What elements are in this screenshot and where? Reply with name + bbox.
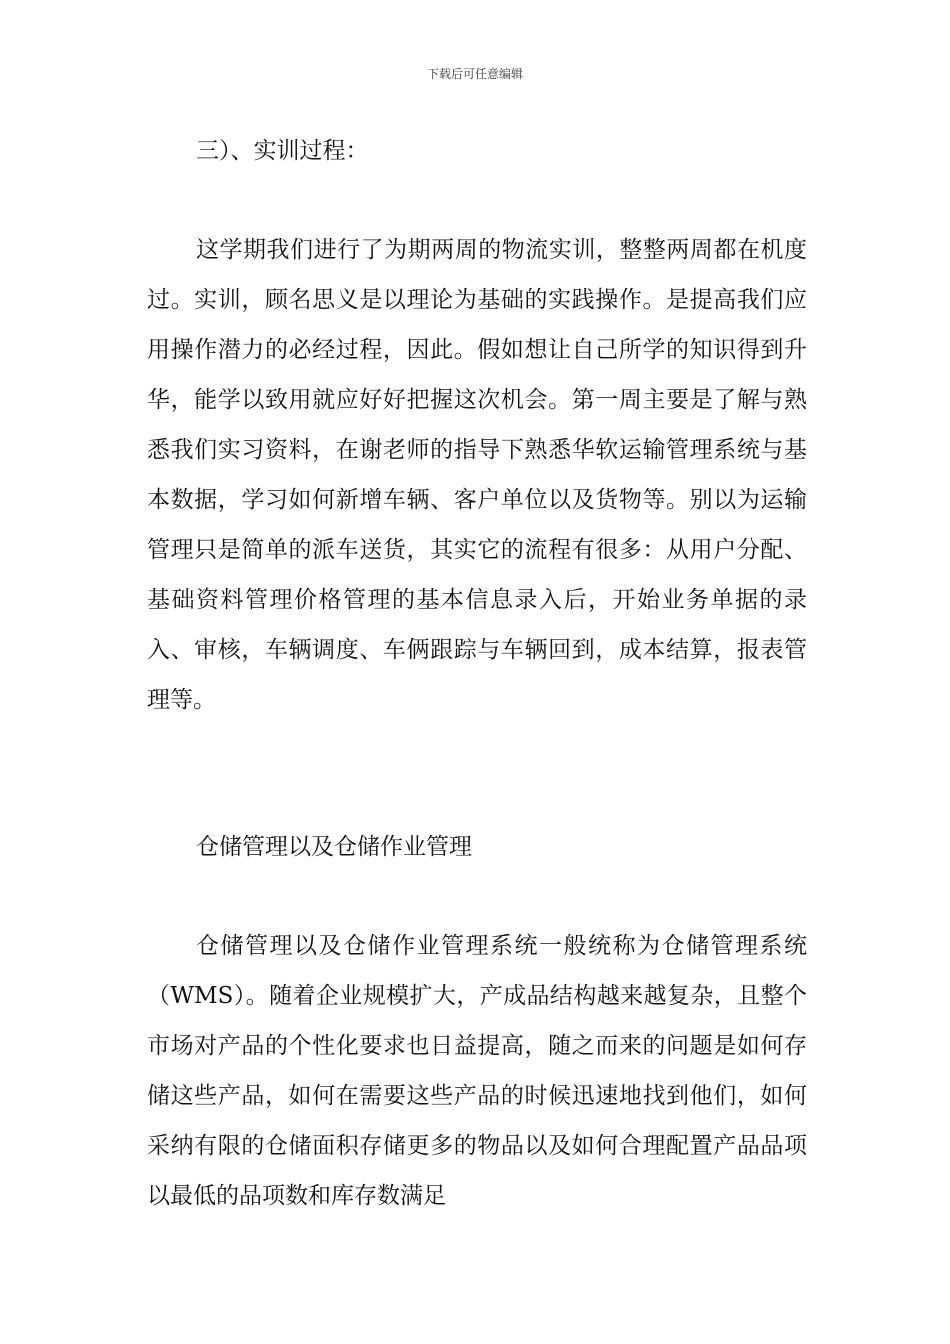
paragraph-training-process: 这学期我们进行了为期两周的物流实训，整整两周都在机度过。实训，顾名思义是以理论为基础的实践操作。是提高我们应用操作潜力的必经过程，因此。假如想让自己所学的知识得到升华，能学以致用就应好好把握这次机会。第一周主要是了解与熟悉我们实习资料，在谢老师的指导下熟悉华软运输管理系统与基本数据，学习如何新增车辆、客户单位以及货物等。别以为运输管理只是简单的派车送货，其实它的流程有很多：从用户分配、基础资料管理价格管理的基本信息录入后，开始业务单据的录入、审核，车辆调度、车俩跟踪与车辆回到，成本结算，报表管理等。 <box>147 237 807 713</box>
section-heading-warehouse-management: 仓储管理以及仓储作业管理 <box>196 834 472 860</box>
page-header: 下载后可任意编辑 <box>426 67 523 81</box>
section-heading-training-process: 三）、实训过程： <box>196 138 369 164</box>
paragraph-warehouse-management: 仓储管理以及仓储作业管理系统一般统称为仓储管理系统（WMS）。随着企业规模扩大，产成品结构越来越复杂，且整个市场对产品的个性化要求也日益提高，随之而来的问题是如何存储这些产品，如何在需要这些产品的时候迅速地找到他们，如何采纳有限的仓储面积存储更多的物品以及如何合理配置产品品项以最低的品项数和库存数满足 <box>147 933 807 1209</box>
